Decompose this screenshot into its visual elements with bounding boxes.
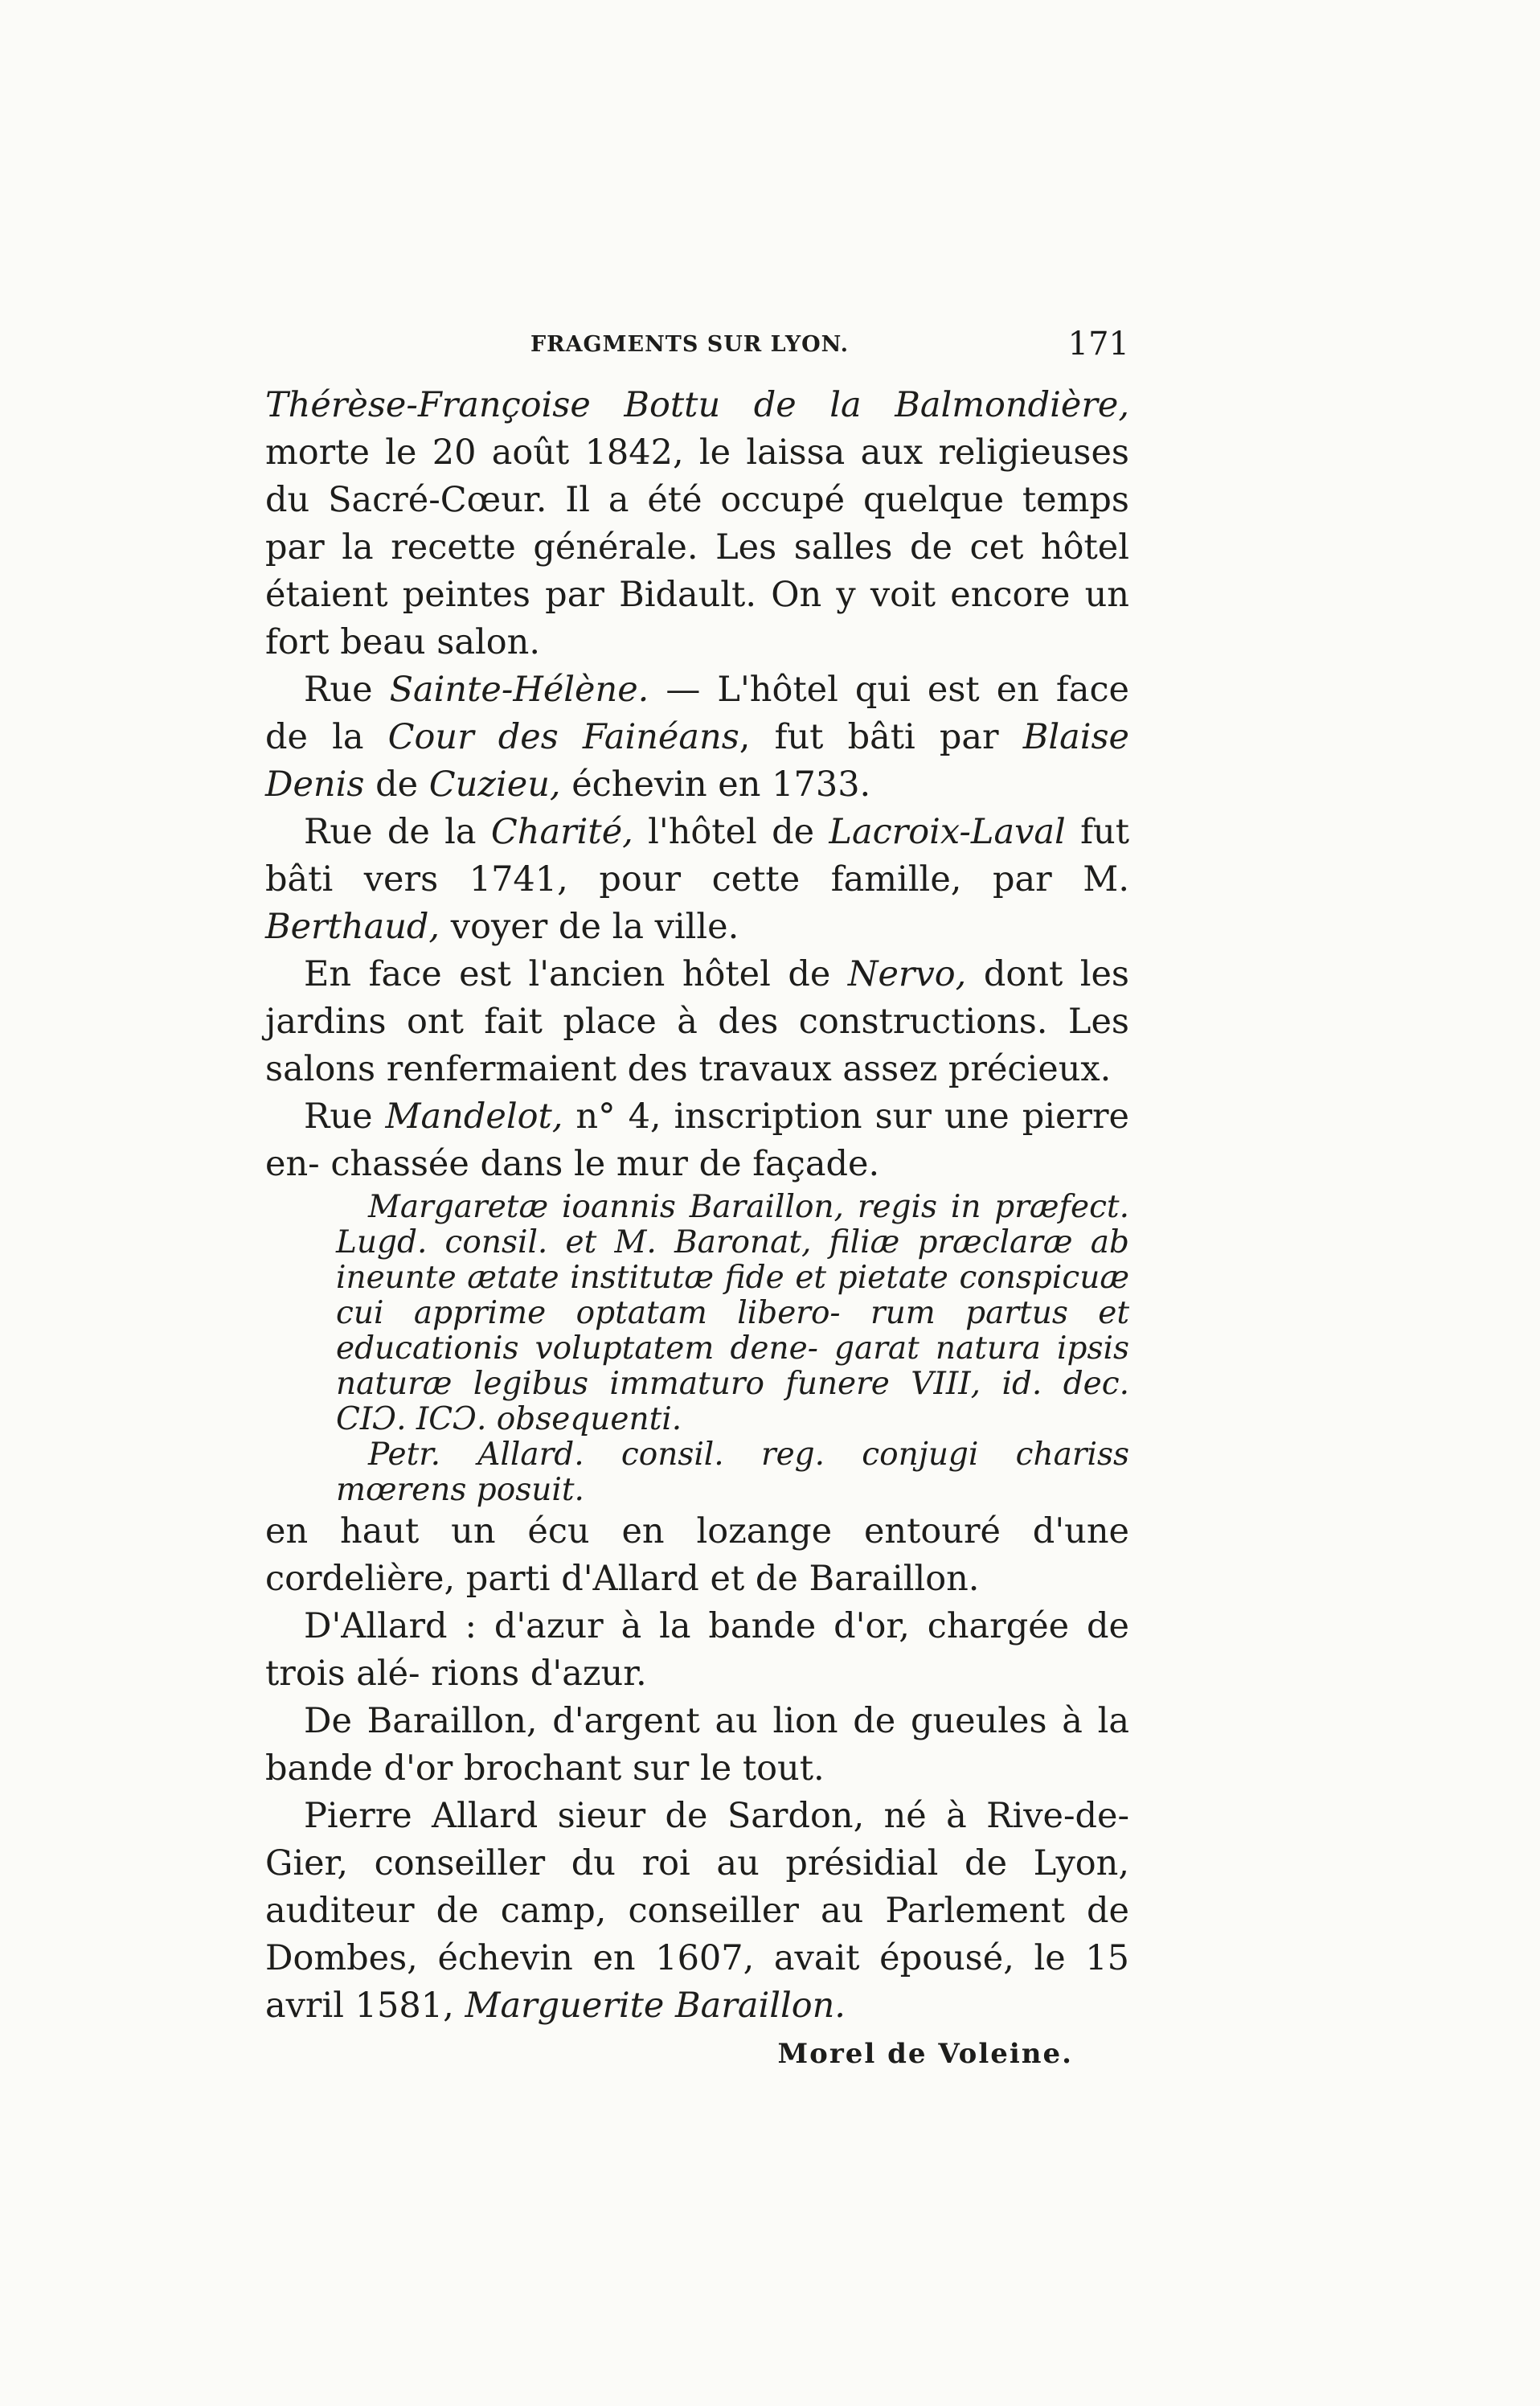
text-run: de [364,764,429,805]
running-head [265,326,1129,382]
text-run: échevin en 1733. [560,764,871,805]
paragraph-text: morte le 20 août 1842, le laissa aux religieuses du Sacré-Cœur. Il a été occupé quelque temps par la recette générale. Les salles de cet hôtel étaient peintes par Bidault. On y voit encore un fort beau salon. [265,432,1129,662]
court-name: Cour des Fainéans [387,717,739,757]
paragraph-sainte-helene [265,666,1129,809]
place-name: Cuzieu, [428,764,561,805]
person-name: Nervo, [847,954,967,994]
paragraph-ecu: en haut un écu en lozange entouré d'une cordelière, parti d'Allard et de Baraillon. [265,1511,1129,1599]
text-run: dont les jardins ont fait place à des constructions. Les salons renfermaient des travaux assez précieux. [265,954,1129,1089]
paragraph-charite [265,809,1129,951]
text-run: — L'hôtel qui est en face de la [265,670,1130,757]
text-run: Rue de la [304,812,491,852]
paragraph-balmondiere [265,382,1129,666]
paragraph-pierre-allard [265,1793,1129,2030]
text-run: Rue [304,1096,386,1137]
text-run: l'hôtel de [633,812,829,852]
inscription-main: Margaretæ ioannis Baraillon, regis in præfect. Lugd. consil. et M. Baronat, filiæ præclaræ ab ineunte ætate institutæ fide et pietate conspicuæ cui apprime optatam libero- rum partus et educationis voluptatem dene- garat natura ipsis naturæ legibus immaturo funere VIII, id. dec. CIƆ. ICƆ. obsequenti. [336,1189,1129,1437]
inscription-dedication: Petr. Allard. consil. reg. conjugi chariss mœrens posuit. [336,1437,1129,1508]
text-run: fut bâti vers 1741, pour cette famille, par M. [265,812,1129,900]
architect-name: Berthaud, [265,907,440,947]
latin-inscription [336,1190,1129,1508]
paragraph-baraillon-arms: De Baraillon, d'argent au lion de gueules à la bande d'or brochant sur le tout. [265,1701,1129,1789]
page-content [265,326,1129,2070]
text-run: Rue [304,670,390,710]
street-name: Sainte-Hélène. [389,670,649,710]
text-run: , fut bâti par [739,717,1023,757]
builder-name: Blaise Denis [265,717,1129,805]
text-run: Pierre Allard sieur de Sardon, né à Rive-de-Gier, conseiller du roi au présidial de Lyon, auditeur de camp, conseiller au Parlement de Dombes, échevin en 1607, avait épousé, le 15 avril 1581, [265,1796,1129,2026]
page-number: 171 [1067,326,1129,363]
street-name: Mandelot, [385,1096,563,1137]
family-name: Lacroix-Laval [829,812,1066,852]
street-name: Charité, [490,812,633,852]
running-title: FRAGMENTS SUR LYON. [530,332,850,357]
paragraph-nervo [265,951,1129,1093]
text-run: n° 4, inscription sur une pierre en- chassée dans le mur de façade. [265,1096,1129,1184]
paragraph-allard-arms: D'Allard : d'azur à la bande d'or, chargée de trois alé- rions d'azur. [265,1606,1129,1694]
text-run: voyer de la ville. [440,907,739,947]
paragraph-mandelot [265,1093,1129,1188]
wife-name: Marguerite Baraillon. [465,1986,846,2026]
author-signature: Morel de Voleine. [777,2038,1073,2070]
person-name: Thérèse-Françoise Bottu de la Balmondière, [265,385,1129,425]
text-run: En face est l'ancien hôtel de [304,954,848,994]
